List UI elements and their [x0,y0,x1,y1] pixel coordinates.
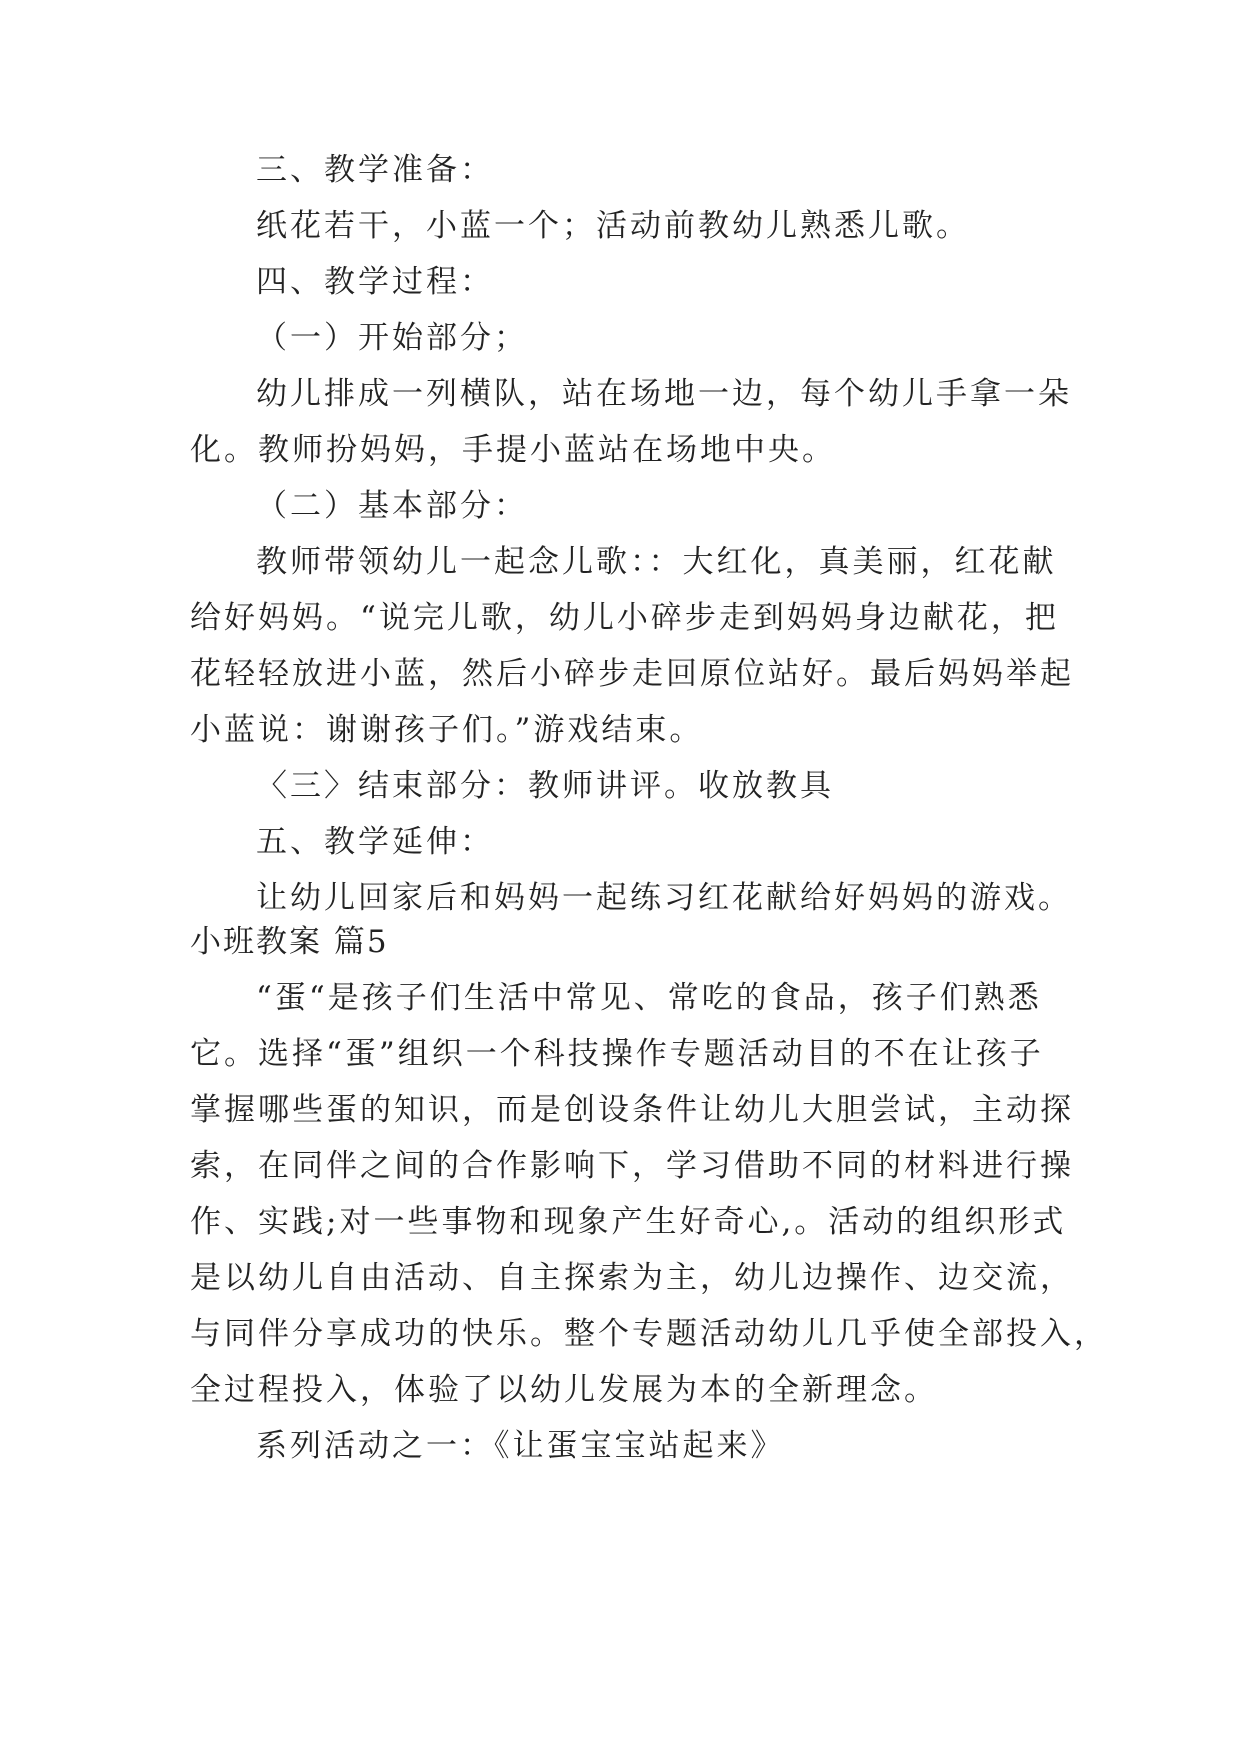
paragraph-line: 索，在同伴之间的合作影响下，学习借助不同的材料进行操 [190,1148,1074,1184]
section-heading-preparation: 三、教学准备： [256,152,494,188]
paragraph-line: 是以幼儿自由活动、自主探索为主，幼儿边操作、边交流， [190,1260,1074,1296]
paragraph-line: “蛋“是孩子们生活中常见、常吃的食品，孩子们熟悉 [256,980,1042,1016]
paragraph-line: 幼儿排成一列横队，站在场地一边，每个幼儿手拿一朵 [256,376,1072,412]
subsection-heading-basic: （二）基本部分： [256,488,528,524]
paragraph-line: 给好妈妈。“说完儿歌，幼儿小碎步走到妈妈身边献花，把 [190,600,1059,636]
paragraph-line: 它。选择“蛋”组织一个科技操作专题活动目的不在让孩子 [190,1036,1044,1072]
subsection-heading-start: （一）开始部分； [256,320,528,356]
lesson-title: 小班教案 篇5 [190,924,389,960]
paragraph-line: 教师带领幼儿一起念儿歌：：大红化，真美丽，红花献 [256,544,1057,580]
paragraph-line: 让幼儿回家后和妈妈一起练习红花献给好妈妈的游戏。 [256,880,1072,916]
paragraph-line: 与同伴分享成功的快乐。整个专题活动幼儿几乎使全部投入， [190,1316,1108,1352]
paragraph-line: 作、实践;对一些事物和现象产生好奇心,。活动的组织形式 [190,1204,1067,1240]
section-heading-process: 四、教学过程： [256,264,494,300]
paragraph-line: 花轻轻放进小蓝，然后小碎步走回原位站好。最后妈妈举起 [190,656,1074,692]
activity-heading: 系列活动之一：《让蛋宝宝站起来》 [256,1428,785,1464]
paragraph-line: 小蓝说：谢谢孩子们。”游戏结束。 [190,712,704,748]
paragraph-line: 纸花若干，小蓝一个；活动前教幼儿熟悉儿歌。 [256,208,970,244]
section-heading-extension: 五、教学延伸： [256,824,494,860]
paragraph-line: 全过程投入，体验了以幼儿发展为本的全新理念。 [190,1372,938,1408]
subsection-heading-end: 〈三〉结束部分：教师讲评。收放教具 [256,768,834,804]
paragraph-line: 掌握哪些蛋的知识，而是创设条件让幼儿大胆尝试，主动探 [190,1092,1074,1128]
paragraph-line: 化。教师扮妈妈，手提小蓝站在场地中央。 [190,432,836,468]
